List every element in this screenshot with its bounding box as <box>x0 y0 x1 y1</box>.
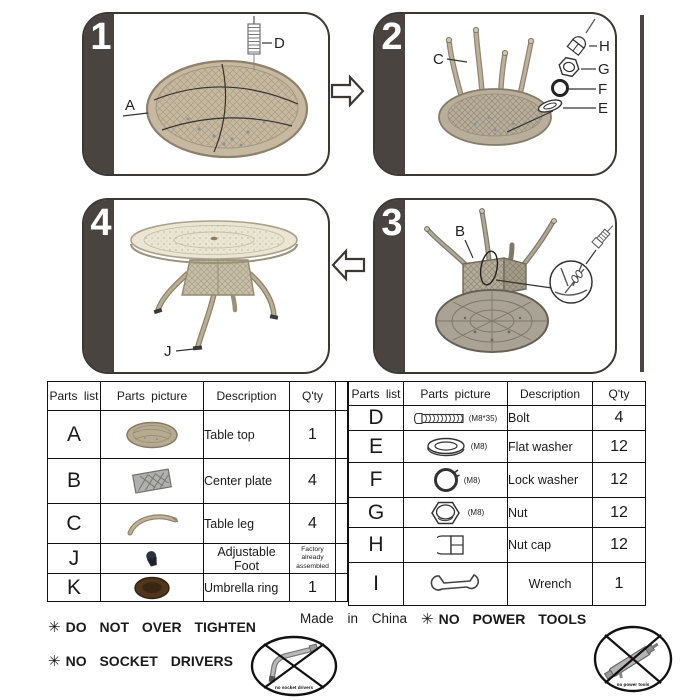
nut-cap-glyph <box>567 34 588 55</box>
part-qty: 12 <box>593 498 646 528</box>
step-4-illustration-finished-table <box>114 200 326 368</box>
table-row <box>349 563 646 606</box>
bolt-icon <box>414 411 466 426</box>
part-description: Umbrella ring <box>204 574 290 602</box>
table-header-row <box>48 382 348 411</box>
flat-washer-icon <box>424 436 468 458</box>
part-description: Wrench <box>508 563 593 606</box>
asterisk-icon: ✳ <box>48 653 61 670</box>
parts-table-right <box>348 381 646 606</box>
table-row <box>349 431 646 463</box>
part-letter: B <box>48 459 101 504</box>
callout-c: C <box>433 51 444 68</box>
magnifier-detail <box>550 261 592 303</box>
step-1-illustration-table-top <box>114 14 326 170</box>
table-row <box>48 574 348 602</box>
callout-j: J <box>164 343 172 360</box>
part-letter: J <box>48 544 101 574</box>
header-parts-picture: Parts picture <box>101 382 204 411</box>
part-qty: 1 <box>593 563 646 606</box>
part-description: Adjustable Foot <box>204 544 290 574</box>
table-row <box>349 406 646 431</box>
table-row <box>48 459 348 504</box>
adjustable-foot-icon <box>141 549 163 569</box>
no-power-tools-caption: no power tools <box>616 682 650 687</box>
step-panel-3 <box>373 198 617 374</box>
page-edge-line <box>640 15 644 372</box>
spacer-cell <box>336 459 348 504</box>
part-qty: 4 <box>593 406 646 431</box>
spacer-cell <box>336 544 348 574</box>
asterisk-icon: ✳ <box>48 619 61 636</box>
step-3-number: 3 <box>381 202 403 244</box>
table-header-row <box>349 382 646 406</box>
table-row <box>48 411 348 459</box>
part-letter: G <box>349 498 404 528</box>
callout-h: H <box>599 38 610 55</box>
part-letter: K <box>48 574 101 602</box>
part-letter: D <box>349 406 404 431</box>
lock-washer-glyph <box>553 81 568 96</box>
header-description: Description <box>508 382 593 406</box>
part-description: Lock washer <box>508 463 593 498</box>
table-leg-icon <box>124 511 180 537</box>
callout-f: F <box>598 81 608 98</box>
part-letter: F <box>349 463 404 498</box>
callout-b: B <box>455 223 466 240</box>
header-spacer <box>336 382 348 411</box>
step-4-number: 4 <box>90 202 112 244</box>
part-qty: 1 <box>290 574 336 602</box>
spacer-cell <box>336 411 348 459</box>
step-panel-4 <box>82 198 330 374</box>
part-qty: 12 <box>593 528 646 563</box>
step-1-number: 1 <box>90 16 112 58</box>
part-letter: A <box>48 411 101 459</box>
center-plate-icon <box>129 467 175 495</box>
part-qty: 12 <box>593 431 646 463</box>
part-description: Flat washer <box>508 431 593 463</box>
part-qty: 1 <box>290 411 336 459</box>
part-letter: C <box>48 504 101 544</box>
part-qty: 12 <box>593 463 646 498</box>
header-description: Description <box>204 382 290 411</box>
part-letter: I <box>349 563 404 606</box>
table-row <box>349 463 646 498</box>
step-panel-2 <box>373 12 617 176</box>
step-2-illustration-legs-attach <box>405 14 613 170</box>
callout-a: A <box>125 97 136 114</box>
header-qty: Q'ty <box>593 382 646 406</box>
part-letter: H <box>349 528 404 563</box>
part-description: Center plate <box>204 459 290 504</box>
no-socket-drivers-icon <box>250 635 338 697</box>
parts-table-left <box>47 381 348 602</box>
part-qty: 4 <box>290 504 336 544</box>
part-letter: E <box>349 431 404 463</box>
part-description: Table leg <box>204 504 290 544</box>
header-parts-list: Parts list <box>349 382 404 406</box>
spacer-cell <box>336 574 348 602</box>
part-qty: 4 <box>290 459 336 504</box>
step-panel-1 <box>82 12 330 176</box>
table-top-icon <box>125 420 179 450</box>
callout-e: E <box>598 100 609 117</box>
warning-do-not-over-tighten: ✳ DO NOT OVER TIGHTEN <box>48 619 256 636</box>
warning-no-power-tools: ✳ NO POWER TOOLS <box>421 611 587 628</box>
callout-d: D <box>274 35 285 52</box>
table-row <box>48 504 348 544</box>
table-row <box>48 544 348 574</box>
part-qty: Factory already assembled <box>290 544 336 574</box>
header-qty: Q'ty <box>290 382 336 411</box>
nut-glyph <box>557 57 580 78</box>
umbrella-ring-icon <box>132 575 172 601</box>
nut-cap-icon <box>437 533 471 557</box>
step-2-number: 2 <box>381 16 403 58</box>
lock-washer-icon <box>431 465 461 495</box>
no-socket-drivers-caption: no socket drivers <box>274 685 314 690</box>
nut-icon <box>427 499 465 527</box>
header-parts-picture: Parts picture <box>404 382 508 406</box>
wrench-icon <box>427 572 485 596</box>
no-power-tools-icon <box>593 624 673 694</box>
table-row <box>349 528 646 563</box>
part-size: (M8) <box>463 475 481 485</box>
part-size: (M8) <box>470 442 488 451</box>
part-description: Nut <box>508 498 593 528</box>
table-row <box>349 498 646 528</box>
arrow-step1-to-step2 <box>330 74 366 108</box>
part-description: Nut cap <box>508 528 593 563</box>
asterisk-icon: ✳ <box>421 611 434 628</box>
step-3-illustration-center-plates <box>405 200 613 368</box>
bolt-glyph <box>592 223 613 248</box>
callout-g: G <box>598 61 610 78</box>
part-size: (M8*35) <box>468 413 498 423</box>
header-parts-list: Parts list <box>48 382 101 411</box>
arrow-step3-to-step4 <box>330 248 366 282</box>
part-description: Table top <box>204 411 290 459</box>
part-description: Bolt <box>508 406 593 431</box>
part-size: (M8) <box>467 508 485 517</box>
made-in-china-label: Made in China <box>300 611 408 626</box>
warning-no-socket-drivers: ✳ NO SOCKET DRIVERS <box>48 653 233 670</box>
spacer-cell <box>336 504 348 544</box>
